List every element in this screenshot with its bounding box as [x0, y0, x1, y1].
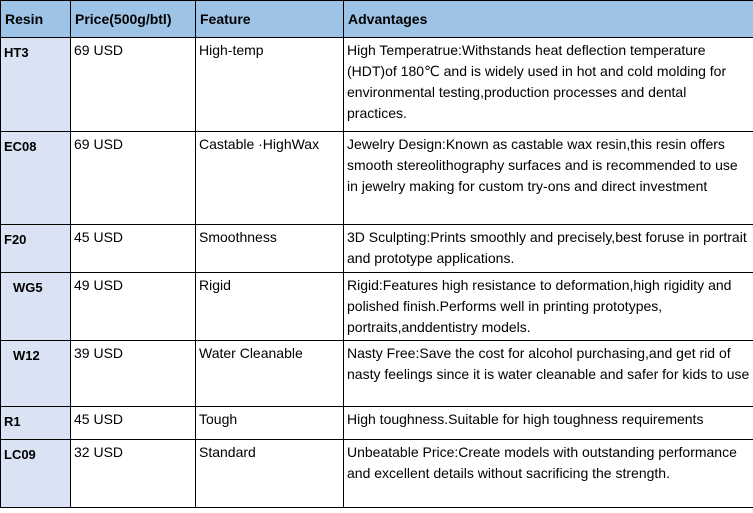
resin-advantages: High toughness.Suitable for high toughness requirements: [344, 407, 753, 440]
table-row: [1, 273, 753, 341]
header-row: [1, 1, 753, 38]
resin-name: WG5: [1, 273, 71, 341]
table-row: [1, 341, 753, 407]
resin-price: 69 USD: [71, 38, 196, 132]
table-row: [1, 38, 753, 132]
resin-price: 49 USD: [71, 273, 196, 341]
table-row: [1, 440, 753, 508]
resin-price: 39 USD: [71, 341, 196, 407]
header-advantages: Advantages: [344, 1, 753, 38]
header-feature: Feature: [196, 1, 344, 38]
resin-price: 45 USD: [71, 407, 196, 440]
resin-name: HT3: [1, 38, 71, 132]
resin-feature: High-temp: [196, 38, 344, 132]
resin-feature: Rigid: [196, 273, 344, 341]
resin-price: 69 USD: [71, 132, 196, 225]
resin-name: R1: [1, 407, 71, 440]
resin-advantages: Nasty Free:Save the cost for alcohol purchasing,and get rid of nasty feelings since it is water cleanable and safer for kids to use: [344, 341, 753, 407]
resin-feature: Castable ·HighWax: [196, 132, 344, 225]
header-price: Price(500g/btl): [71, 1, 196, 38]
resin-advantages: 3D Sculpting:Prints smoothly and precisely,best foruse in portrait and prototype applications.: [344, 225, 753, 273]
resin-feature: Tough: [196, 407, 344, 440]
table-row: [1, 132, 753, 225]
resin-advantages: Unbeatable Price:Create models with outstanding performance and excellent details without sacrificing the strength.: [344, 440, 753, 508]
resin-feature: Smoothness: [196, 225, 344, 273]
resin-name: LC09: [1, 440, 71, 508]
resin-feature: Standard: [196, 440, 344, 508]
resin-advantages: Jewelry Design:Known as castable wax resin,this resin offers smooth stereolithography surfaces and is recommended to use in jewelry making for custom try-ons and direct investment: [344, 132, 753, 225]
resin-advantages: High Temperatrue:Withstands heat deflection temperature (HDT)of 180℃ and is widely used in hot and cold molding for environmental testing,production processes and dental practices.: [344, 38, 753, 132]
resin-price: 32 USD: [71, 440, 196, 508]
header-resin: Resin: [1, 1, 71, 38]
table-row: [1, 407, 753, 440]
table-row: [1, 225, 753, 273]
resin-name: F20: [1, 225, 71, 273]
resin-name: EC08: [1, 132, 71, 225]
resin-feature: Water Cleanable: [196, 341, 344, 407]
resin-name: W12: [1, 341, 71, 407]
resin-advantages: Rigid:Features high resistance to deformation,high rigidity and polished finish.Performs well in printing prototypes, portraits,anddentistry models.: [344, 273, 753, 341]
resin-price: 45 USD: [71, 225, 196, 273]
